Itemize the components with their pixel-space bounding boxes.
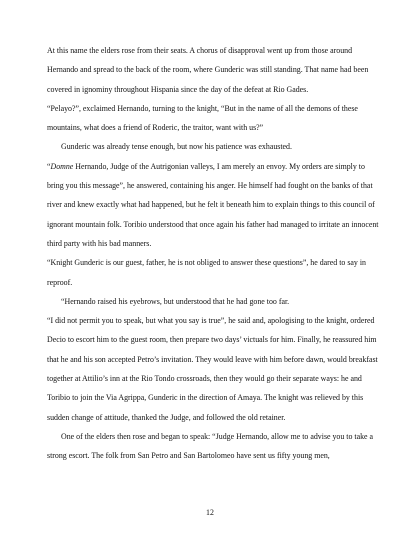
paragraph-6: “Hernando raised his eyebrows, but understood that he had gone too far. [61,296,290,306]
paragraph-4-open-quote: “ [47,161,51,171]
paragraph-5: “Knight Gunderic is our guest, father, he is not obliged to answer these questions”, he dared to say in reproof. [47,258,366,287]
paragraph-2: “Pelayo?”, exclaimed Hernando, turning to the knight, “But in the name of all the demons of these mountains, what does a friend of Roderic, the traitor, want with us?” [47,103,358,133]
paragraph-4 [47,157,383,253]
paragraph-4-italic-lead: Domne [50,161,74,171]
body-text [47,41,383,466]
page-number: 12 [206,508,214,517]
paragraph-4-text: Hernando, Judge of the Autrigonian valleys, I am merely an envoy. My orders are simply to bring you this message”, he answered, containing his anger. He himself had fought on the banks of that river and knew exactly what had happened, but he felt it beneath him to explain things to this council of ignorant mountain folk. Toribio understood that once again his father had managed to irritate an innocent third party with his bad manners. [47,161,379,248]
paragraph-3: Gunderic was already tense enough, but now his patience was exhausted. [61,142,292,152]
paragraph-1: At this name the elders rose from their seats. A chorus of disapproval went up from those around Hernando and spread to the back of the room, where Gunderic was still standing. That name had been covered in ignominy throughout Hispania since the day of the defeat at Rio Gades. [47,46,369,94]
paragraph-7: “I did not permit you to speak, but what you say is true”, he said and, apologising to the knight, ordered Decio to escort him to the guest room, then prepare two days’ victuals for him. Finally, he reassured him that he and his son accepted Petro’s invitation. They would leave with him before dawn, would breakfast together at Attilio’s inn at the Rio Tondo crossroads, then they would go their separate ways: he and Toribio to join the Via Agrippa, Gunderic in the direction of Amaya. The knight was relieved by this sudden change of attitude, thanked the Judge, and followed the old retainer. [47,316,378,422]
paragraph-8: One of the elders then rose and began to speak: “Judge Hernando, allow me to advise you to take a strong escort. The folk from San Petro and San Bartolomeo have sent us fifty young men, [47,431,374,461]
